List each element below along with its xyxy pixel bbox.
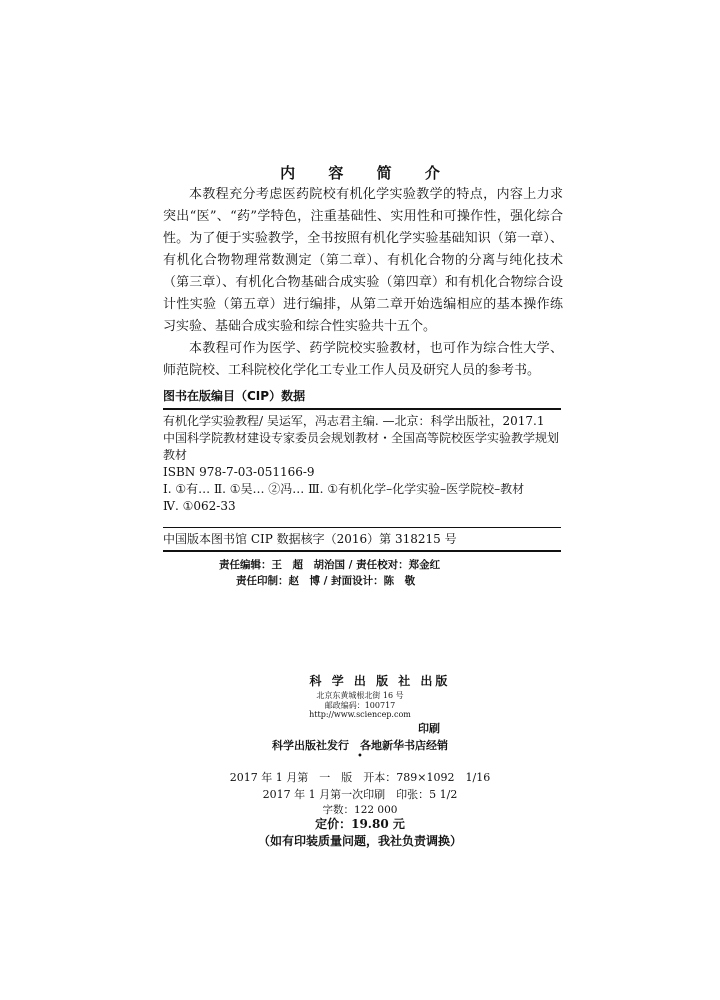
printer: 印刷 <box>418 722 440 735</box>
cip-verification: 中国版本图书馆 CIP 数据核字（2016）第 318215 号 <box>163 532 457 546</box>
quality-notice: （如有印装质量问题，我社负责调换） <box>257 834 462 848</box>
publisher-postcode: 邮政编码：100717 <box>324 701 396 710</box>
cip-record <box>163 413 563 515</box>
printing-info: 2017 年 1 月第一次印刷 印张：5 1/2 <box>262 788 458 801</box>
cip-heading: 图书在版编目（CIP）数据 <box>163 389 306 403</box>
introduction <box>163 184 563 382</box>
page-title: 内 容 简 介 <box>280 164 454 182</box>
cip-line: 中国科学院教材建设专家委员会规划教材・全国高等院校医学实验教学规划教材 <box>163 431 560 462</box>
cip-line: 有机化学实验教程/ 吴运军，冯志君主编. —北京：科学出版社，2017.1 <box>163 414 545 428</box>
divider <box>163 550 561 552</box>
publisher-website: http://www.sciencep.com <box>309 710 411 719</box>
intro-paragraph: 本教程可作为医学、药学院校实验教材，也可作为综合性大学、师范院校、工科院校化学化工专业工作人员及研究人员的参考书。 <box>163 341 563 378</box>
word-count: 字数：122 000 <box>322 804 398 816</box>
cip-line: Ⅳ. ①062-33 <box>163 499 236 513</box>
distribution: 科学出版社发行 各地新华书店经销 <box>272 739 448 752</box>
editor-credits: 责任编辑：王 超 胡治国 / 责任校对：郑金红 <box>219 559 441 571</box>
cip-line: Ⅰ. ①有… Ⅱ. ①吴… ②冯… Ⅲ. ①有机化学–化学实验–医学院校–教材 <box>163 482 525 496</box>
cip-line: ISBN 978-7-03-051166-9 <box>163 465 315 479</box>
publisher-address: 北京东黄城根北街 16 号 <box>316 691 404 700</box>
price: 定价：19.80 元 <box>315 817 405 831</box>
divider <box>163 408 561 410</box>
edition-info: 2017 年 1 月第 一 版 开本：789×1092 1/16 <box>229 771 491 784</box>
publisher-name: 科 学 出 版 社 出版 <box>309 674 451 688</box>
divider <box>163 527 561 528</box>
intro-paragraph: 本教程充分考虑医药院校有机化学实验教学的特点，内容上力求突出“医”、“药”学特色，注重基础性、实用性和可操作性，强化综合性。为了便于实验教学，全书按照有机化学实验基础知识（第一章）、有机化合物物理常数测定（第二章）、有机化合物的分离与纯化技术（第三章）、有机化合物基础合成实验（第四章）和有机化合物综合设计性实验（第五章）进行编排，从第二章开始选编相应的基本操作练习实验、基础合成实验和综合性实验共十五个。 <box>163 187 563 334</box>
production-credits: 责任印制：赵 博 / 封面设计：陈 敬 <box>236 575 416 587</box>
bullet-separator: • <box>357 751 363 762</box>
